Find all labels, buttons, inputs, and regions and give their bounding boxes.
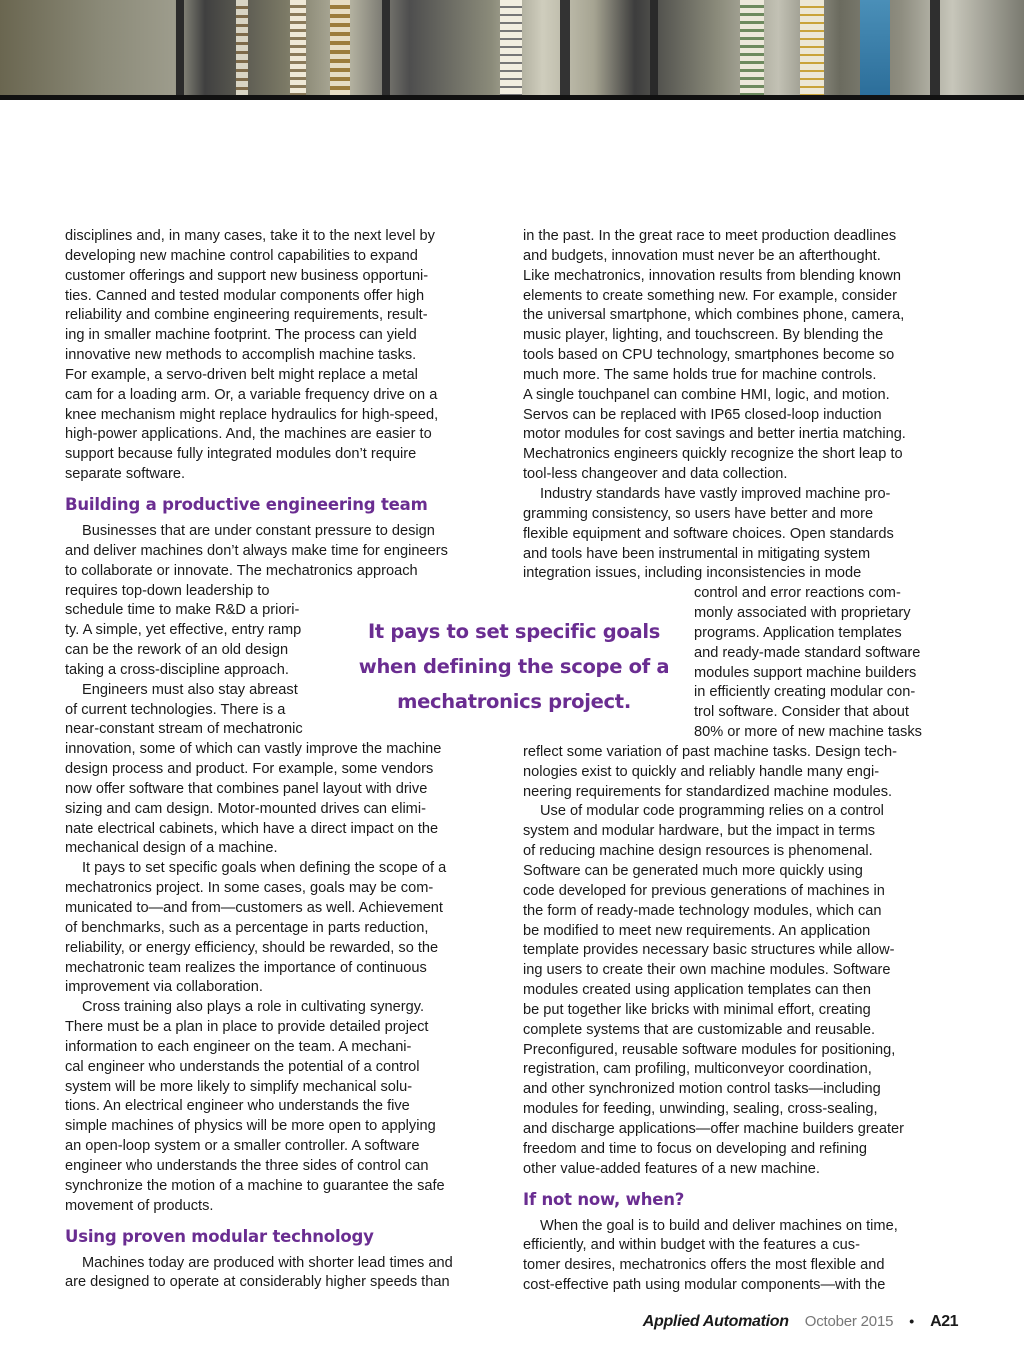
- text-line: registration, cam profiling, multiconveyor coordination,: [523, 1061, 872, 1078]
- text-line: be modified to meet new requirements. An application: [523, 922, 871, 939]
- text-line: in the past. In the great race to meet production deadlines: [523, 228, 897, 244]
- text-line: separate software.: [65, 466, 186, 483]
- text-line: monly associated with proprietary: [694, 605, 911, 622]
- text-line: tomer desires, mechatronics offers the most flexible and: [523, 1257, 885, 1274]
- text-line: taking a cross-discipline approach.: [65, 661, 289, 678]
- text-line: of benchmarks, such as a percentage in parts reduction,: [65, 919, 429, 936]
- paragraph: [523, 227, 960, 485]
- text-line: nologies exist to quickly and reliably handle many engi-: [523, 763, 880, 780]
- text-line: are designed to operate at considerably higher speeds than: [65, 1274, 450, 1291]
- text-line: innovative new methods to accomplish machine tasks.: [65, 347, 417, 364]
- text-line: sizing and cam design. Motor-mounted drives can elimi-: [65, 800, 426, 817]
- text-line: near-constant stream of mechatronic: [65, 721, 303, 738]
- section-heading: Building a productive engineering team: [65, 494, 428, 514]
- text-line: integration issues, including inconsistencies in mode: [523, 565, 862, 582]
- text-line: flexible equipment and software choices. Open standards: [523, 525, 894, 542]
- text-line: municated to—and from—customers as well. Achievement: [65, 900, 443, 916]
- text-line: simple machines of physics will be more open to applying: [65, 1118, 436, 1135]
- text-line: complete systems that are customizable and reusable.: [523, 1021, 876, 1038]
- text-line: Engineers must also stay abreast: [82, 681, 298, 698]
- text-line: Industry standards have vastly improved machine pro-: [540, 485, 891, 502]
- text-line: Businesses that are under constant pressure to design: [82, 522, 435, 539]
- text-line: now offer software that combines panel layout with drive: [65, 780, 428, 797]
- text-line: synchronize the motion of a machine to guarantee the safe: [65, 1177, 445, 1194]
- paragraph: [65, 859, 501, 998]
- text-line: Use of modular code programming relies on a control: [540, 803, 884, 820]
- text-line: schedule time to make R&D a priori-: [65, 602, 300, 619]
- text-line: system will be more likely to simplify mechanical solu-: [65, 1078, 413, 1095]
- text-line: disciplines and, in many cases, take it to the next level by: [65, 228, 435, 244]
- text-line: modules created using application templates can then: [523, 982, 872, 999]
- text-line: design process and product. For example, some vendors: [65, 761, 434, 778]
- text-line: cal engineer who understands the potential of a control: [65, 1058, 420, 1075]
- text-line: reflect some variation of past machine tasks. Design tech-: [523, 743, 897, 760]
- issue-date: October 2015: [804, 1313, 894, 1330]
- text-line: and deliver machines don’t always make time for engineers: [65, 542, 448, 559]
- text-line: control and error reactions com-: [694, 585, 901, 602]
- text-line: ty. A simple, yet effective, entry ramp: [65, 622, 302, 639]
- text-line: tools based on CPU technology, smartphones become so: [523, 347, 895, 364]
- section-heading: If not now, when?: [523, 1189, 685, 1209]
- header-rule: [0, 95, 1024, 100]
- text-line: Mechatronics engineers quickly recognize the short leap to: [523, 446, 903, 463]
- text-line: A single touchpanel can combine HMI, logic, and motion.: [523, 386, 890, 403]
- text-line: mechanical design of a machine.: [65, 840, 278, 857]
- text-line: programs. Application templates: [694, 624, 902, 641]
- text-line: mechatronics project. In some cases, goals may be com-: [65, 880, 434, 897]
- text-line: and discharge applications—offer machine builders greater: [523, 1120, 905, 1137]
- text-line: engineer who understands the three sides of control can: [65, 1157, 429, 1174]
- paragraph: [65, 1254, 501, 1294]
- text-line: neering requirements for standardized machine modules.: [523, 783, 893, 800]
- text-line: modules for feeding, unwinding, sealing, cross-sealing,: [523, 1101, 878, 1118]
- text-line: movement of products.: [65, 1197, 214, 1214]
- text-line: Machines today are produced with shorter lead times and: [82, 1254, 453, 1271]
- text-line: reliability, or energy efficiency, should be rewarded, so the: [65, 939, 439, 956]
- text-line: and ready-made standard software: [694, 644, 921, 661]
- pull-quote: [350, 614, 678, 719]
- text-line: efficiently, and within budget with the features a cus-: [523, 1237, 860, 1254]
- pull-quote-line: mechatronics project.: [397, 690, 631, 713]
- text-line: of current technologies. There is a: [65, 701, 286, 718]
- paragraph: [65, 227, 501, 485]
- text-line: elements to create something new. For example, consider: [523, 287, 897, 304]
- text-line: knee mechanism might replace hydraulics for high-speed,: [65, 406, 439, 423]
- text-line: trol software. Consider that about: [694, 704, 909, 721]
- pull-quote-line: when defining the scope of a: [358, 655, 670, 678]
- text-line: cost-effective path using modular components—with the: [523, 1277, 886, 1294]
- text-line: freedom and time to focus on developing and refining: [523, 1140, 867, 1157]
- text-line: 80% or more of new machine tasks: [694, 724, 922, 741]
- text-line: can be the rework of an old design: [65, 642, 289, 659]
- section-heading: Using proven modular technology: [65, 1226, 374, 1246]
- text-line: high-power applications. And, the machines are easier to: [65, 426, 432, 443]
- text-line: For example, a servo-driven belt might replace a metal: [65, 366, 418, 383]
- text-line: template provides necessary basic structures while allow-: [523, 942, 895, 959]
- text-line: other value-added features of a new machine.: [523, 1160, 820, 1177]
- text-line: There must be a plan in place to provide detailed project: [65, 1019, 429, 1036]
- paragraph: [523, 802, 960, 1179]
- text-line: system and modular hardware, but the impact in terms: [523, 823, 876, 840]
- text-line: the universal smartphone, which combines phone, camera,: [523, 307, 905, 324]
- text-line: When the goal is to build and deliver machines on time,: [540, 1217, 898, 1234]
- text-line: tions. An electrical engineer who understands the five: [65, 1098, 410, 1115]
- text-line: of reducing machine design resources is phenomenal.: [523, 843, 873, 860]
- text-line: be put together like bricks with minimal effort, creating: [523, 1001, 871, 1018]
- text-line: and budgets, innovation must never be an afterthought.: [523, 247, 881, 264]
- text-line: motor modules for cost savings and better inertia matching.: [523, 426, 906, 443]
- text-line: and tools have been instrumental in mitigating system: [523, 545, 871, 562]
- right-column: [523, 227, 960, 1296]
- text-line: customer offerings and support new business opportuni-: [65, 267, 429, 284]
- text-line: much more. The same holds true for machine controls.: [523, 366, 877, 383]
- text-line: mechatronic team realizes the importance of continuous: [65, 959, 427, 976]
- text-line: Software can be generated much more quickly using: [523, 863, 863, 879]
- paragraph: [523, 1217, 960, 1296]
- text-line: reliability and combine engineering requirements, result-: [65, 307, 428, 324]
- text-line: code developed for previous generations of machines in: [523, 882, 885, 899]
- text-line: innovation, some of which can vastly improve the machine: [65, 741, 442, 758]
- footer-separator: •: [909, 1313, 915, 1329]
- text-line: gramming consistency, so users have better and more: [523, 505, 874, 522]
- paragraph: [65, 998, 501, 1216]
- text-line: tool-less changeover and data collection.: [523, 466, 788, 483]
- text-line: It pays to set specific goals when defining the scope of a: [82, 860, 447, 877]
- text-line: modules support machine builders: [694, 664, 917, 681]
- text-line: in efficiently creating modular con-: [694, 684, 916, 701]
- text-line: ties. Canned and tested modular components offer high: [65, 287, 425, 304]
- text-line: an open-loop system or a smaller controller. A software: [65, 1138, 420, 1155]
- text-line: Like mechatronics, innovation results from blending known: [523, 267, 902, 284]
- text-line: cam for a loading arm. Or, a variable frequency drive on a: [65, 386, 438, 403]
- text-line: Cross training also plays a role in cultivating synergy.: [82, 999, 425, 1016]
- left-column: [65, 227, 501, 1293]
- text-line: the form of ready-made technology modules, which can: [523, 902, 882, 919]
- text-line: developing new machine control capabilities to expand: [65, 247, 418, 264]
- text-line: support because fully integrated modules don’t require: [65, 446, 417, 463]
- text-line: nate electrical cabinets, which have a direct impact on the: [65, 820, 439, 837]
- page-number: A21: [930, 1313, 958, 1330]
- publication-name: Applied Automation: [642, 1313, 789, 1330]
- pull-quote-line: It pays to set specific goals: [367, 620, 661, 643]
- text-line: requires top-down leadership to: [65, 582, 270, 599]
- text-line: Servos can be replaced with IP65 closed-loop induction: [523, 406, 882, 423]
- text-line: to collaborate or innovate. The mechatronics approach: [65, 562, 418, 579]
- text-line: ing in smaller machine footprint. The process can yield: [65, 327, 417, 344]
- text-line: and other synchronized motion control tasks—including: [523, 1081, 881, 1098]
- text-line: information to each engineer on the team. A mechani-: [65, 1038, 412, 1055]
- text-line: Preconfigured, reusable software modules for positioning,: [523, 1041, 896, 1058]
- text-line: music player, lighting, and touchscreen. By blending the: [523, 327, 884, 344]
- header-photo: [0, 0, 1024, 96]
- text-line: ing users to create their own machine modules. Software: [523, 962, 891, 979]
- page-footer: [643, 1313, 958, 1331]
- text-line: improvement via collaboration.: [65, 979, 263, 996]
